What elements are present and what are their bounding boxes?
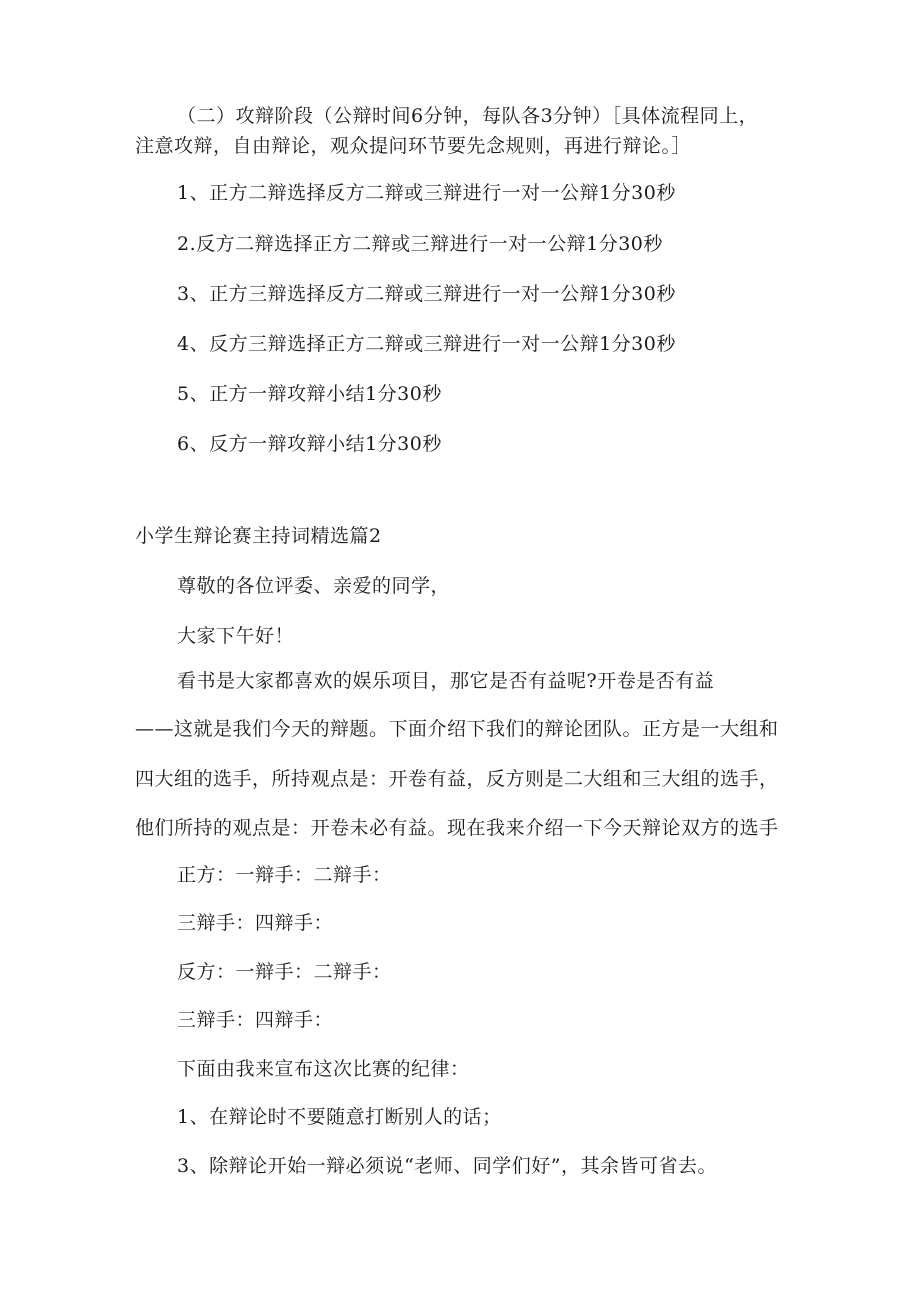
step-item-2: 2.反方二辩选择正方二辩或三辩进行一对一公辩1分30秒 [177, 233, 663, 255]
paragraph-line-1: 看书是大家都喜欢的娱乐项目，那它是否有益呢?开卷是否有益 [177, 670, 715, 692]
con-team-line-1: 反方：一辩手：二辩手： [177, 961, 392, 983]
paragraph-line-4: 他们所持的观点是：开卷未必有益。现在我来介绍一下今天辩论双方的选手 [135, 817, 779, 839]
greeting-line: 尊敬的各位评委、亲爱的同学， [177, 575, 451, 597]
step-item-3: 3、正方三辩选择反方二辩或三辩进行一对一公辩1分30秒 [177, 283, 676, 305]
rule-item-1: 1、在辩论时不要随意打断别人的话； [177, 1106, 502, 1128]
step-item-1: 1、正方二辩选择反方二辩或三辩进行一对一公辩1分30秒 [177, 182, 676, 204]
step-item-4: 4、反方三辩选择正方二辩或三辩进行一对一公辩1分30秒 [177, 333, 676, 355]
step-item-5: 5、正方一辩攻辩小结1分30秒 [177, 383, 442, 405]
con-team-line-2: 三辩手：四辩手： [177, 1009, 334, 1031]
rules-intro: 下面由我来宣布这次比赛的纪律： [177, 1058, 470, 1080]
stage-intro-line-1: （二）攻辩阶段（公辩时间6分钟，每队各3分钟）［具体流程同上， [177, 105, 759, 127]
step-item-6: 6、反方一辩攻辩小结1分30秒 [177, 433, 442, 455]
rule-item-2: 3、除辩论开始一辩必须说“老师、同学们好”，其余皆可省去。 [177, 1155, 718, 1177]
pro-team-line-1: 正方：一辩手：二辩手： [177, 864, 392, 886]
hello-line: 大家下午好！ [177, 625, 295, 647]
paragraph-line-2: ——这就是我们今天的辩题。下面介绍下我们的辩论团队。正方是一大组和 [135, 718, 779, 740]
pro-team-line-2: 三辩手：四辩手： [177, 912, 334, 934]
stage-intro-line-2: 注意攻辩，自由辩论，观众提问环节要先念规则，再进行辩论。］ [135, 135, 692, 157]
section-heading: 小学生辩论赛主持词精选篇2 [135, 525, 382, 547]
paragraph-line-3: 四大组的选手，所持观点是：开卷有益，反方则是二大组和三大组的选手， [135, 768, 779, 790]
